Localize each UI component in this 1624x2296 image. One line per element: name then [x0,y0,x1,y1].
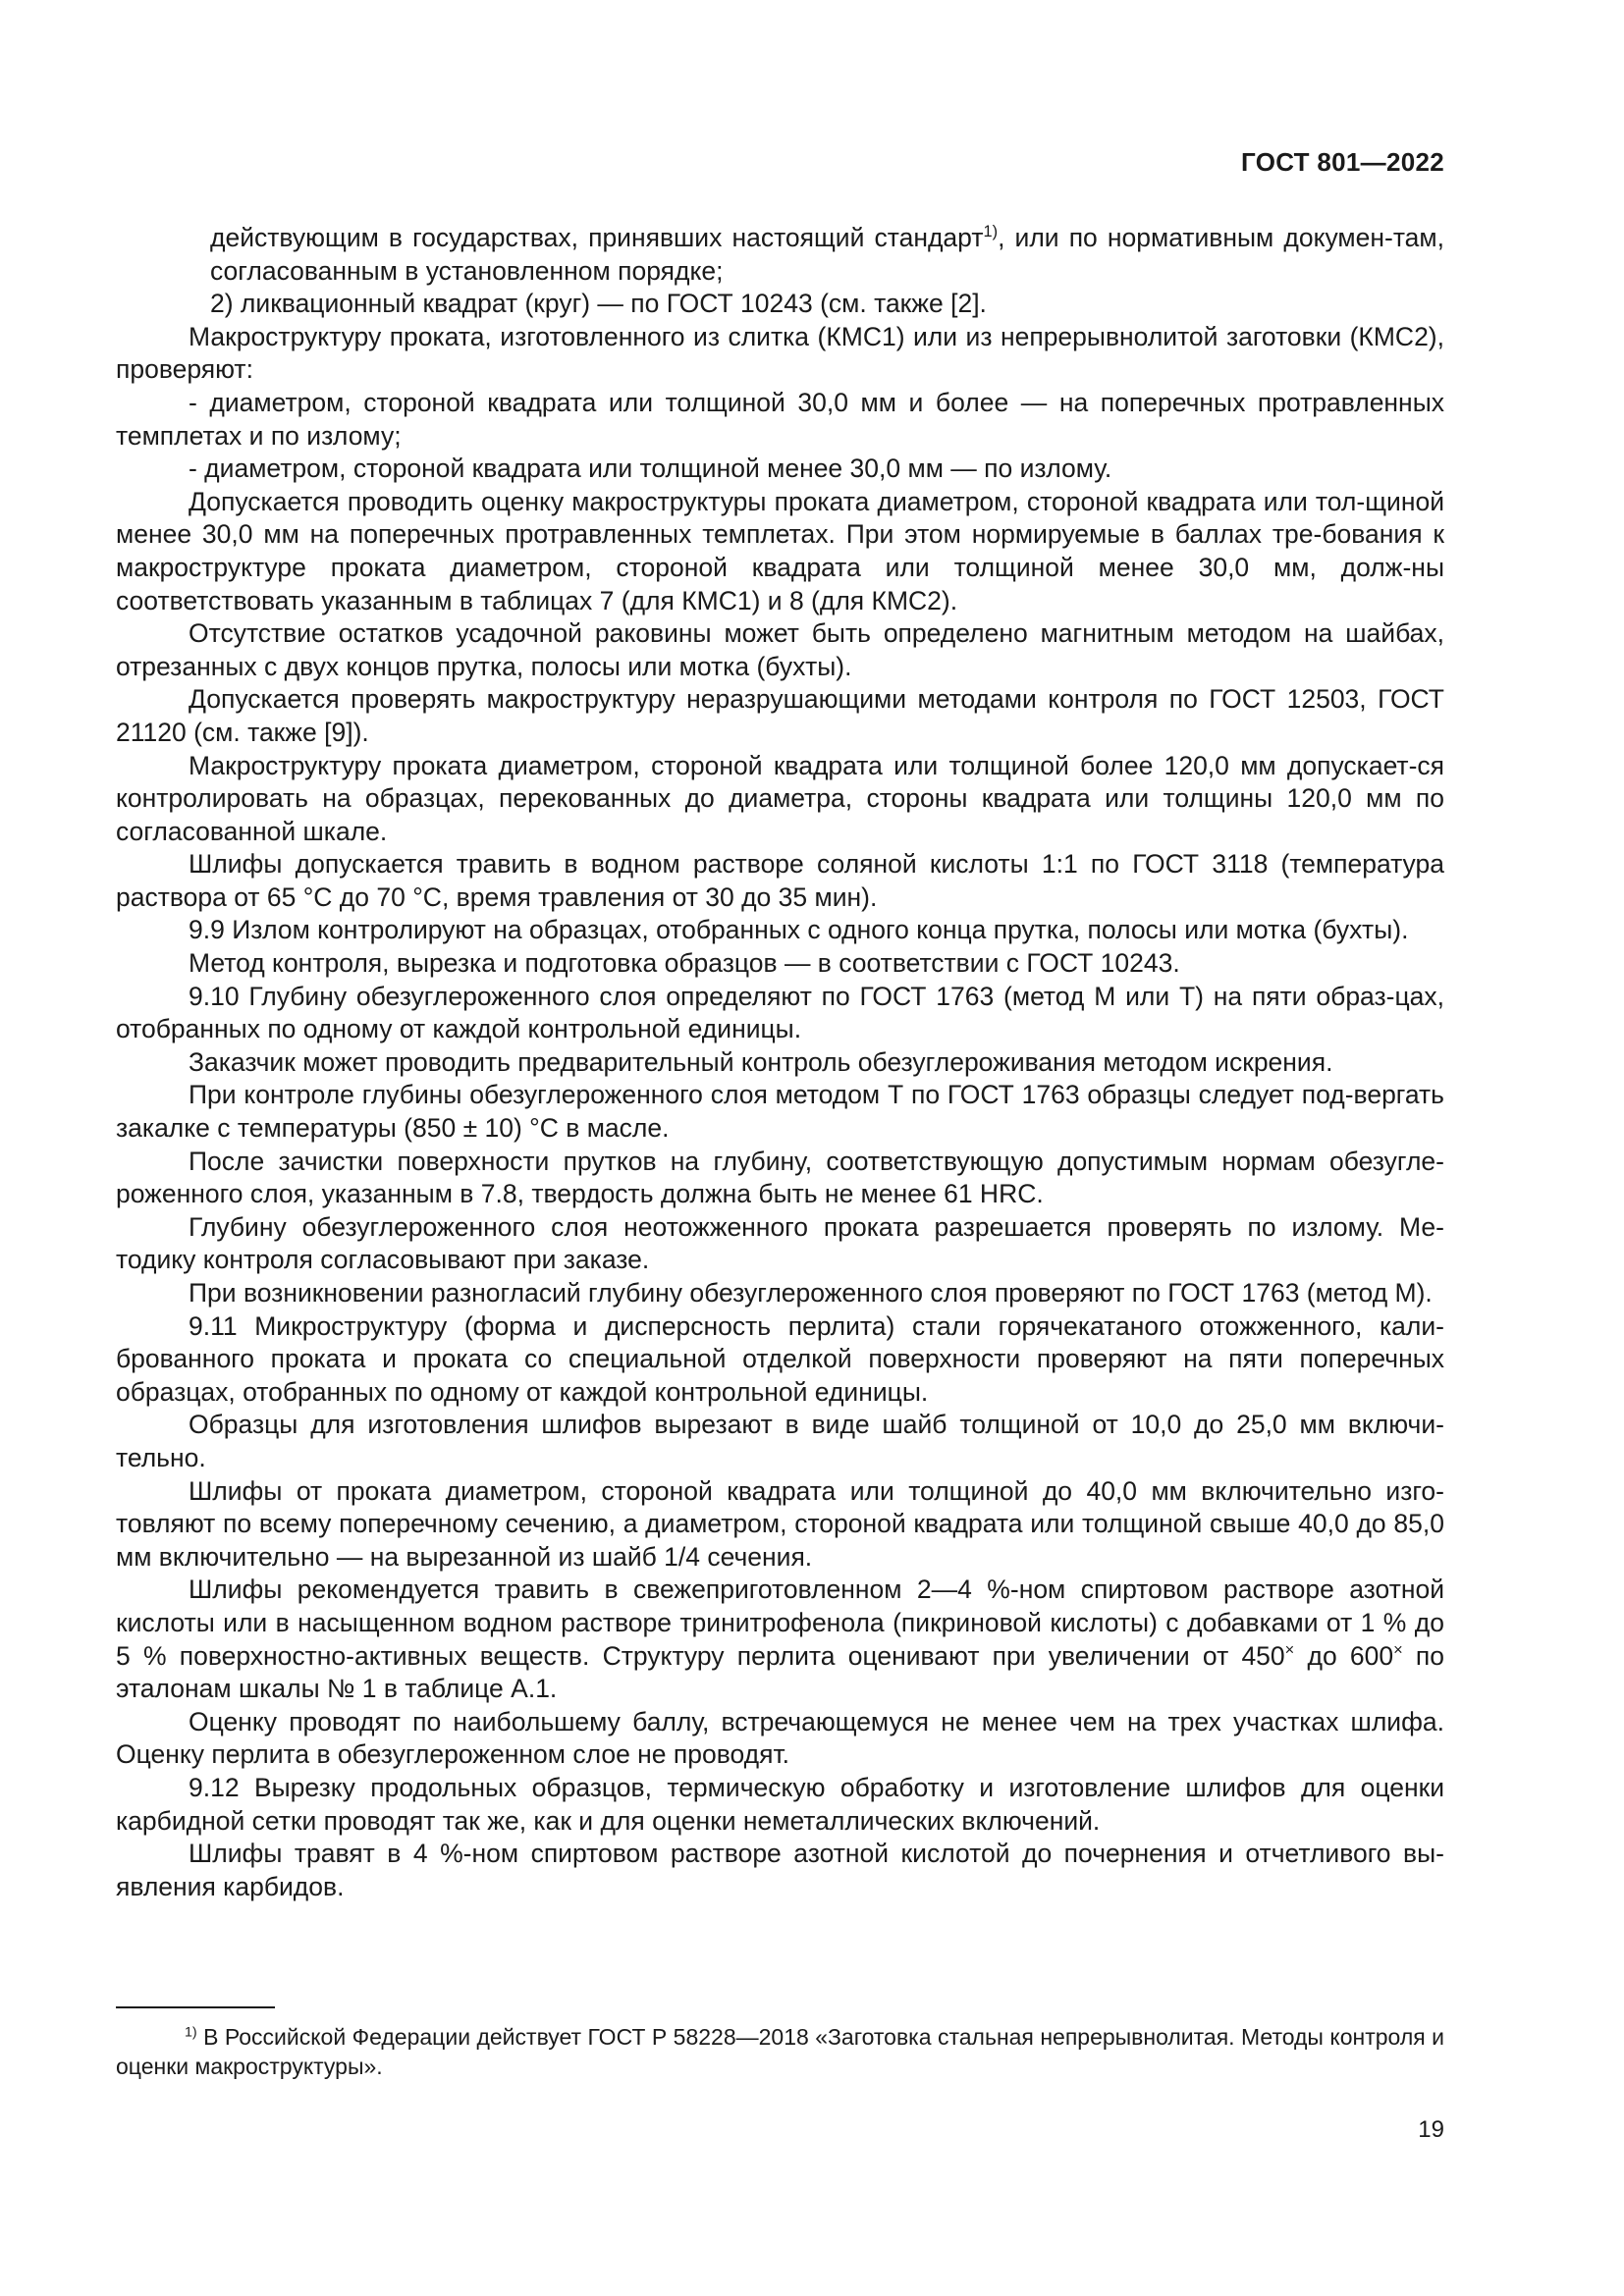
paragraph: Макроструктуру проката диаметром, стороной квадрата или толщиной более 120,0 мм допускает-ся контролировать на образцах, перекованных до диаметра, стороны квадрата или толщины 120,0 мм по согласованной шкале. [116,750,1444,846]
paragraph: При возникновении разногласий глубину обезуглероженного слоя проверяют по ГОСТ 1763 (метод М). [189,1278,1433,1308]
paragraph [116,1574,1444,1705]
paragraph: Оценку проводят по наибольшему баллу, встречающемуся не менее чем на трех участках шлифа. Оценку перлита в обезуглероженном слое не проводят. [116,1706,1444,1770]
paragraph: Шлифы травят в 4 %-ном спиртовом растворе азотной кислотой до почернения и отчетливого вы-явления карбидов. [116,1839,1444,1901]
footnote-reference[interactable]: 1) [983,223,999,241]
paragraph: 9.9 Излом контролируют на образцах, отобранных с одного конца прутка, полосы или мотка (бухты). [189,915,1409,945]
paragraph: Шлифы допускается травить в водном растворе соляной кислоты 1:1 по ГОСТ 3118 (температура раствора от 65 °С до 70 °С, время травления от 30 до 35 мин). [116,849,1444,912]
paragraph: 2) ликвационный квадрат (круг) — по ГОСТ 10243 (см. также [2]. [210,289,987,319]
footnote-marker: 1) [185,2024,197,2041]
paragraph: - диаметром, стороной квадрата или толщиной менее 30,0 мм — по излому. [189,454,1112,484]
paragraph: Заказчик может проводить предварительный контроль обезуглероживания методом искрения. [189,1046,1333,1077]
page-number: 19 [1418,2116,1444,2143]
paragraph: Образцы для изготовления шлифов вырезают в виде шайб толщиной от 10,0 до 25,0 мм включи-тельно. [116,1410,1444,1472]
paragraph: 9.11 Микроструктуру (форма и дисперсность перлита) стали горячекатаного отожженного, кали-брованного проката и проката со специальной отделкой поверхности проверяют на пяти поперечных образцах, отобранных по одному от каждой контрольной единицы. [116,1310,1444,1407]
paragraph-text: , или по нормативным докумен-там, согласованным в установленном порядке; [210,223,1444,286]
paragraph: После зачистки поверхности прутков на глубину, соответствующую допустимым нормам обезугле-роженного слоя, указанным в 7.8, твердость должна быть не менее 61 HRC. [116,1146,1444,1209]
footnote [116,2022,1444,2081]
paragraph: Макроструктуру проката, изготовленного из слитка (КМС1) или из непрерывнолитой заготовки (КМС2), проверяют: [116,321,1444,385]
paragraph: 9.10 Глубину обезуглероженного слоя определяют по ГОСТ 1763 (метод М или Т) на пяти образ-цах, отобранных по одному от каждой контрольной единицы. [116,981,1444,1044]
paragraph: Глубину обезуглероженного слоя неотожженного проката разрешается проверять по излому. Ме-тодику контроля согласовывают при заказе. [116,1211,1444,1275]
paragraph: Метод контроля, вырезка и подготовка образцов — в соответствии с ГОСТ 10243. [189,948,1180,979]
paragraph: 9.12 Вырезку продольных образцов, термическую обработку и изготовление шлифов для оценки карбидной сетки проводят так же, как и для оценки неметаллических включений. [116,1772,1444,1836]
body-text [116,222,1444,1903]
paragraph-text: до 600 [1294,1640,1394,1671]
magnification-sign: × [1393,1640,1403,1659]
paragraph-continuation [116,222,1444,288]
paragraph-text: по эталонам шкалы № 1 в таблице А.1. [116,1640,1445,1704]
paragraph: Допускается проводить оценку макроструктуры проката диаметром, стороной квадрата или тол-щиной менее 30,0 мм на поперечных протравленных темплетах. При этом нормируемые в баллах тре-бования к макроструктуре проката диаметром, стороной квадрата или толщиной менее 30,0 мм, долж-ны соответствовать указанным в таблицах 7 (для КМС1) и 8 (для КМС2). [116,486,1444,615]
paragraph: Отсутствие остатков усадочной раковины может быть определено магнитным методом на шайбах, отрезанных с двух концов прутка, полосы или мотка (бухты). [116,618,1444,681]
footnote-text: В Российской Федерации действует ГОСТ Р 58228—2018 «Заготовка стальная непрерывнолитая. Методы контроля и оценки макроструктуры». [116,2024,1444,2079]
footnote-separator [116,2006,275,2008]
paragraph: Допускается проверять макроструктуру неразрушающими методами контроля по ГОСТ 12503, ГОСТ 21120 (см. также [9]). [116,684,1444,747]
paragraph: При контроле глубины обезуглероженного слоя методом Т по ГОСТ 1763 образцы следует под-вергать закалке с температуры (850 ± 10) °С в масле. [116,1080,1444,1144]
paragraph-text: Шлифы рекомендуется травить в свежеприготовленном 2—4 %-ном спиртовом растворе азотной кислоты или в насыщенном водном растворе тринитрофенола (пикриновой кислоты) с добавками от 1 % до 5 % поверхностно-активных веществ. Структуру перлита оценивают при увеличении от 450 [116,1575,1444,1671]
document-header-code: ГОСТ 801—2022 [1241,147,1444,177]
paragraph-text: действующим в государствах, принявших настоящий стандарт [210,223,984,252]
paragraph: - диаметром, стороной квадрата или толщиной 30,0 мм и более — на поперечных протравленных темплетах и по излому; [116,387,1444,451]
magnification-sign: × [1284,1640,1295,1659]
paragraph: Шлифы от проката диаметром, стороной квадрата или толщиной до 40,0 мм включительно изго-товляют по всему поперечному сечению, а диаметром, стороной квадрата или толщиной свыше 40,0 до 85,0 мм включительно — на вырезанной из шайб 1/4 сечения. [116,1475,1444,1572]
